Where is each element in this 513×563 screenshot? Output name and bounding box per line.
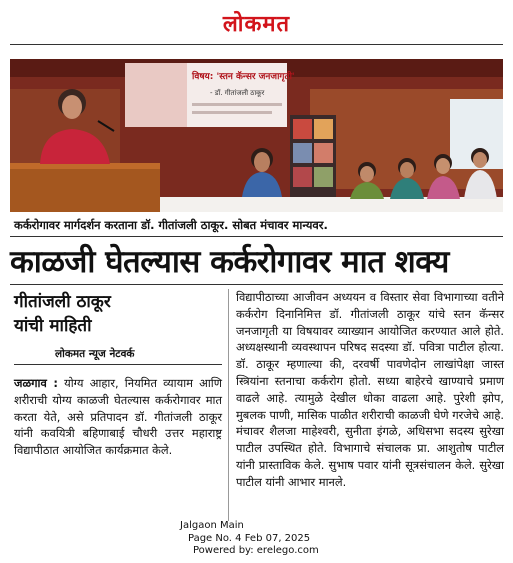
footer-edition: Jalgaon Main <box>180 520 244 531</box>
headline: काळजी घेतल्यास कर्करोगावर मात शक्य <box>10 244 449 280</box>
newspaper-logo: लोकमत <box>222 11 291 37</box>
footer-powered-by: Powered by: erelego.com <box>193 545 319 556</box>
column-divider <box>228 289 229 521</box>
photo-caption: कर्करोगावर मार्गदर्शन करताना डॉ. गीतांजली ठाकूर. सोबत मंचावर मान्यवर. <box>14 218 328 232</box>
news-photo <box>10 59 503 212</box>
subheadline <box>14 290 214 338</box>
byline-rule <box>14 364 222 365</box>
article-right-column: विद्यापीठाच्या आजीवन अध्ययन व विस्तार सेवा विभागाच्या वतीने कर्करोग दिनानिमित्त डॉ. गीतांजली ठाकूर यांचे स्तन कॅन्सर जनजागृती या विषयावर व्याख्यान आयोजित करण्यात आले होते. अध्यक्षस्थानी व्यवस्थापन परिषद सदस्या डॉ. पवित्रा पाटील होत्या. डॉ. ठाकूर म्हणाल्या की, दरवर्षी पावणेदोन लाखांपेक्षा जास्त स्त्रियांना स्तनाचा कर्करोग होतो. सध्या बाहेरचे खाण्याचे प्रमाण वाढले आहे. त्यामुळे देखील धोका वाढला आहे. पुरेशी झोप, मुबलक पाणी, मासिक पाळीत शरीराची काळजी घेणे गरजेचे आहे. मंचावर शैलजा माहेश्वरी, सुनीता इंगळे, अधिसभा सदस्य सुरेखा पाटील उपस्थित होते. विभागाचे संचालक प्रा. आशुतोष पाटील यांनी प्रास्ताविक केले. सुभाष पवार यांनी सूत्रसंचालन केले. सुरेखा पाटील यांनी आभार मानले. <box>236 290 504 489</box>
byline: लोकमत न्यूज नेटवर्क <box>55 348 135 360</box>
caption-rule <box>10 236 503 237</box>
masthead-rule <box>10 44 503 45</box>
article-left-text: योग्य आहार, नियमित व्यायाम आणि शरीराची योग्य काळजी घेतल्यास कर्करोगावर मात करता येते, असे प्रतिपादन डॉ. गीतांजली ठाकूर यांनी कवयित्री बहिणाबाई चौधरी उत्तर महाराष्ट्र विद्यापीठात आयोजित कार्यक्रमात केले. <box>14 376 222 458</box>
subhead-line-2: यांची माहिती <box>14 316 92 336</box>
article-left-column <box>14 375 222 459</box>
headline-rule <box>10 284 503 285</box>
masthead <box>0 0 513 40</box>
banner-heading: विषय: 'स्तन कॅन्सर जनजागृती' <box>192 72 295 82</box>
footer-page-date: Page No. 4 Feb 07, 2025 <box>188 533 311 544</box>
dateline: जळगाव : <box>14 376 58 390</box>
subhead-line-1: गीतांजली ठाकूर <box>14 292 111 312</box>
banner-speaker: - डॉ. गीतांजली ठाकूर <box>210 89 265 97</box>
